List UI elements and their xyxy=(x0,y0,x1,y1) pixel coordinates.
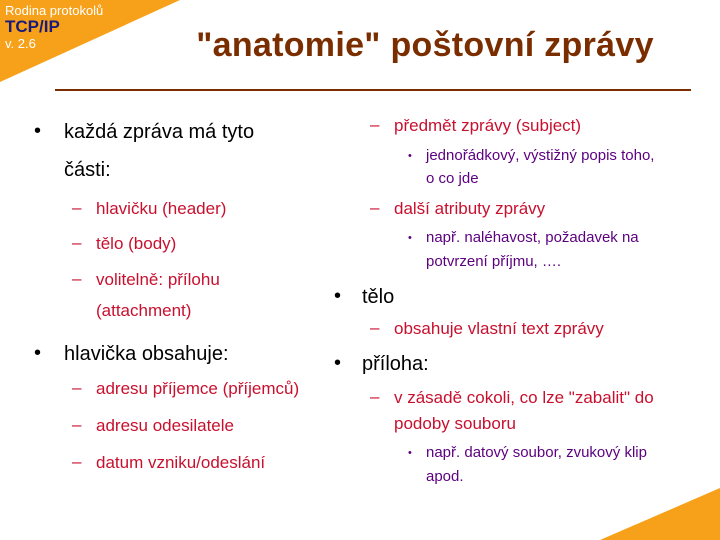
sub-attachment-line1: volitelně: přílohu xyxy=(96,270,220,289)
bullet-attachment: příloha: xyxy=(362,353,429,375)
series-line1: Rodina protokolů xyxy=(5,3,104,18)
bullet-icon: • xyxy=(34,342,42,364)
bullet-parts-line1: každá zpráva má tyto xyxy=(64,121,255,143)
bullet-parts-line2: části: xyxy=(64,159,111,181)
series-line3: v. 2.6 xyxy=(5,35,36,51)
subject-detail-line2: o co jde xyxy=(426,170,479,187)
bullet-icon: • xyxy=(334,285,342,307)
subject-detail-line1: jednořádkový, výstižný popis toho, xyxy=(426,147,655,164)
dash-icon: – xyxy=(370,115,380,134)
dot-icon: • xyxy=(408,447,412,459)
attachment-detail-line2: apod. xyxy=(426,468,464,485)
title-underline xyxy=(55,89,691,91)
dot-icon: • xyxy=(408,150,412,162)
series-line2: TCP/IP xyxy=(5,17,60,37)
sub-anything-line2: podoby souboru xyxy=(394,414,516,433)
attributes-detail-line1: např. naléhavost, požadavek na xyxy=(426,229,639,246)
dash-icon: – xyxy=(72,378,82,397)
bullet-body: tělo xyxy=(362,286,395,308)
corner-decoration-bottom-right xyxy=(600,488,720,540)
sub-sender: adresu odesilatele xyxy=(96,416,234,435)
sub-recipient: adresu příjemce (příjemců) xyxy=(96,379,300,398)
sub-attributes: další atributy zprávy xyxy=(394,199,546,218)
sub-attachment-line2: (attachment) xyxy=(96,301,192,320)
attachment-detail-line1: např. datový soubor, zvukový klip xyxy=(426,444,647,461)
dot-icon: • xyxy=(408,232,412,244)
dash-icon: – xyxy=(72,198,82,217)
dash-icon: – xyxy=(370,387,380,406)
sub-anything-line1: v zásadě cokoli, co lze "zabalit" do xyxy=(394,388,654,407)
dash-icon: – xyxy=(370,198,380,217)
bullet-icon: • xyxy=(34,120,42,142)
sub-body: tělo (body) xyxy=(96,234,177,253)
bullet-header-contains: hlavička obsahuje: xyxy=(64,343,229,365)
bullet-icon: • xyxy=(334,352,342,374)
dash-icon: – xyxy=(72,269,82,288)
slide-title: "anatomie" poštovní zprávy xyxy=(196,26,654,64)
sub-header: hlavičku (header) xyxy=(96,199,227,218)
dash-icon: – xyxy=(72,415,82,434)
dash-icon: – xyxy=(72,233,82,252)
attributes-detail-line2: potvrzení příjmu, …. xyxy=(426,253,562,270)
series-label xyxy=(5,4,103,51)
sub-subject: předmět zprávy (subject) xyxy=(394,116,582,135)
sub-body-text: obsahuje vlastní text zprávy xyxy=(394,319,604,338)
dash-icon: – xyxy=(370,318,380,337)
dash-icon: – xyxy=(72,452,82,471)
sub-date: datum vzniku/odeslání xyxy=(96,453,266,472)
